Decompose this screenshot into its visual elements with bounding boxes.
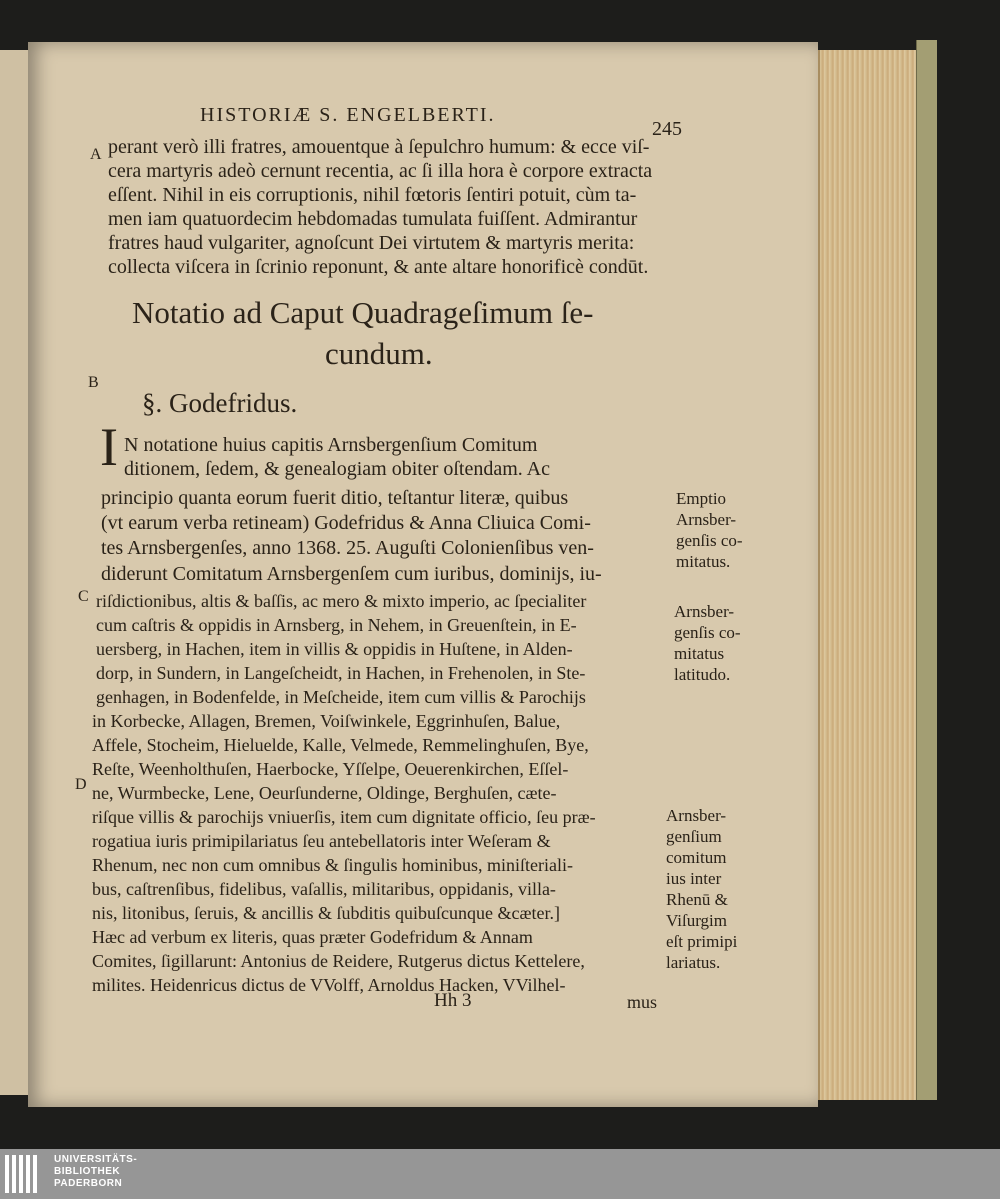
margin-letter-d: D [75,776,87,793]
margin-letter-c: C [78,588,89,605]
library-logo-icon [5,1155,45,1193]
text-line: milites. Heidenricus dictus de VVolff, Arnoldus Hacken, VVilhel- [92,975,566,995]
book-cover-edge [916,40,937,1100]
chapter-title-continuation: cundum. [325,336,433,371]
text-line: cera martyris adeò cernunt recentia, ac ſi illa hora è corpore extracta [108,160,653,182]
library-footer-bar [0,1149,1000,1199]
margin-letter-a: A [90,146,102,163]
text-line: Comites, ſigillarunt: Antonius de Reidere, Rutgerus dictus Kettelere, [92,951,585,971]
text-line: men iam quatuordecim hebdomadas tumulata fuiſſent. Admirantur [108,208,638,230]
text-line: ne, Wurmbecke, Lene, Oeurſunderne, Oldinge, Berghuſen, cæte- [92,783,557,803]
text-line: perant verò illi fratres, amouentque à ſepulchro humum: & ecce viſ- [108,136,650,158]
text-line: Hæc ad verbum ex literis, quas præter Godefridum & Annam [92,927,533,947]
section-title: §. Godefridus. [142,388,298,418]
text-line: N notatione huius capitis Arnsbergenſium Comitum [124,434,538,456]
text-line: riſdictionibus, altis & baſſis, ac mero & mixto imperio, ac ſpecialiter [96,591,587,611]
library-logo-text: UNIVERSITÄTS- BIBLIOTHEK PADERBORN [54,1154,138,1189]
chapter-title: Notatio ad Caput Quadrageſimum ſe- [132,295,594,330]
text-line: principio quanta eorum fuerit ditio, teſtantur literæ, quibus [101,487,569,509]
text-line: fratres haud vulgariter, agnoſcunt Dei virtutem & martyris merita: [108,232,635,254]
text-line: in Korbecke, Allagen, Bremen, Voiſwinkele, Eggrinhuſen, Balue, [92,711,561,731]
text-line: ditionem, ſedem, & genealogiam obiter oſtendam. Ac [124,458,550,480]
drop-capital: I [100,417,118,477]
signature-mark: Hh 3 [434,990,472,1011]
text-line: uersberg, in Hachen, item in villis & oppidis in Huſtene, in Alden- [96,639,573,659]
text-line: Reſte, Weenholthuſen, Haerbocke, Yſſelpe, Oeuerenkirchen, Eſſel- [92,759,569,779]
marginal-note-primipilariatus: Arnsber- genſium comitum ius inter Rhenū & Viſurgim eſt primipi lariatus. [666,806,738,972]
text-line: bus, caſtrenſibus, fidelibus, vaſallis, militaribus, oppidanis, villa- [92,879,556,899]
text-line: eſſent. Nihil in eis corruptionis, nihil fœtoris ſentiri potuit, cùm ta- [108,184,637,206]
previous-page-edge [0,50,30,1095]
text-line: nis, litonibus, ſeruis, & ancillis & ſubditis quibuſcunque &cæter.] [92,903,560,923]
text-line: Affele, Stocheim, Hieluelde, Kalle, Velmede, Remmelinghuſen, Bye, [92,735,589,755]
text-line: tes Arnsbergenſes, anno 1368. 25. Auguſti Colonienſibus ven- [101,537,594,559]
marginal-note-latitudo: Arnsber- genſis co- mitatus latitudo. [674,602,741,684]
running-title: HISTORIÆ S. ENGELBERTI. [200,104,496,126]
text-line: collecta viſcera in ſcrinio reponunt, & ante altare honorificè condūt. [108,256,649,278]
page-number: 245 [652,118,682,140]
text-line: (vt earum verba retineam) Godefridus & Anna Cliuica Comi- [101,512,591,534]
text-line: dorp, in Sundern, in Langeſcheidt, in Hachen, in Frehenolen, in Ste- [96,663,586,683]
page-block-edge [818,50,920,1100]
text-line: genhagen, in Bodenfelde, in Meſcheide, item cum villis & Parochijs [96,687,586,707]
text-line: Rhenum, nec non cum omnibus & ſingulis hominibus, miniſteriali- [92,855,573,875]
text-line: diderunt Comitatum Arnsbergenſem cum iuribus, dominijs, iu- [101,563,602,585]
text-line: rogatiua iuris primipilariatus ſeu antebellatoris inter Weſeram & [92,831,551,851]
text-line: riſque villis & parochijs vniuerſis, item cum dignitate officio, ſeu præ- [92,807,596,827]
text-line: cum caſtris & oppidis in Arnsberg, in Nehem, in Greuenſtein, in E- [96,615,577,635]
marginal-note-emptio: Emptio Arnsber- genſis co- mitatus. [676,489,743,571]
catchword: mus [627,992,658,1012]
margin-letter-b: B [88,374,99,391]
